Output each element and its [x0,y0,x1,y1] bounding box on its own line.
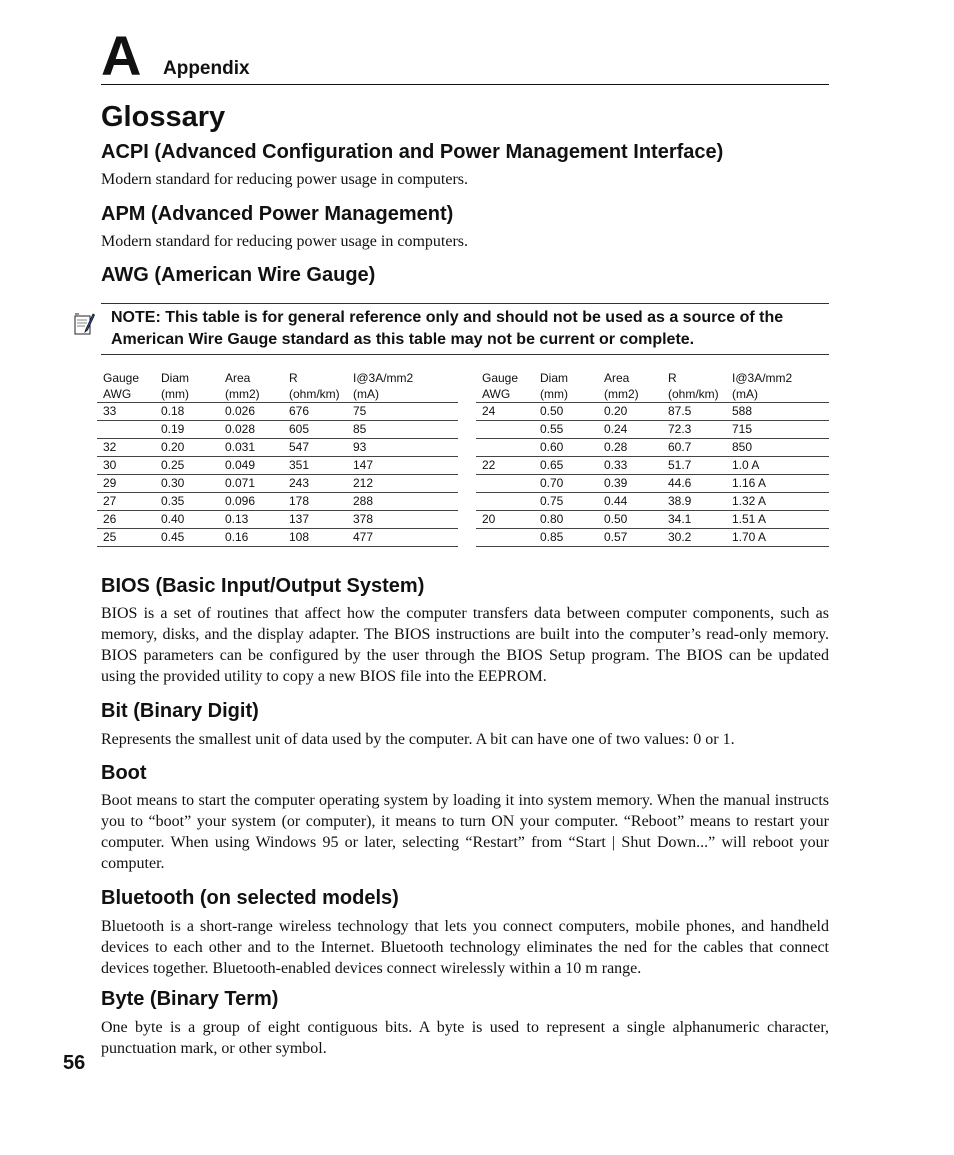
note-box [101,303,829,355]
column-header-line2: (mm) [161,387,189,401]
table-cell [476,493,534,511]
table-cell: 24 [476,403,534,421]
table-cell: 0.30 [155,475,219,493]
column-header-line1: I@3A/mm2 [732,371,793,385]
table-row [97,439,458,457]
table-row [476,475,829,493]
table-row [97,475,458,493]
table-row [476,421,829,439]
column-header-line1: Area [225,371,251,385]
table-cell: 85 [347,421,458,439]
table-cell: 0.25 [155,457,219,475]
table-cell: 0.20 [598,403,662,421]
note-text: NOTE: This table is for general reference only and should not be used as a source of the American Wire Gauge standard as this table may not be current or complete. [111,309,784,348]
column-header-line1: I@3A/mm2 [353,371,414,385]
definition-acpi: Modern standard for reducing power usage in computers. [101,171,468,188]
column-header-line2: (mm) [540,387,568,401]
table-header-row [476,368,829,403]
table-header-row [97,368,458,403]
table-cell: 25 [97,529,155,547]
awg-table-left [97,368,458,547]
table-cell: 0.40 [155,511,219,529]
table-cell: 0.026 [219,403,283,421]
table-cell [476,439,534,457]
term-bios: BIOS (Basic Input/Output System) [101,575,425,597]
table-row [97,493,458,511]
table-cell: 0.65 [534,457,598,475]
table-cell: 30 [97,457,155,475]
table-cell [476,475,534,493]
table-cell: 0.39 [598,475,662,493]
definition-byte: One byte is a group of eight contiguous bits. A byte is used to represent a single alphanumeric character, punctuation mark, or other symbol. [101,1019,829,1057]
term-awg: AWG (American Wire Gauge) [101,264,376,286]
table-cell: 0.55 [534,421,598,439]
column-header-line1: R [668,371,677,385]
column-header [155,368,219,403]
table-cell: 1.70 A [726,529,829,547]
header-rule [101,84,829,85]
table-cell: 0.16 [219,529,283,547]
table-cell: 1.16 A [726,475,829,493]
term-bluetooth: Bluetooth (on selected models) [101,887,399,909]
column-header [726,368,829,403]
table-cell: 547 [283,439,347,457]
page-title: Glossary [101,101,226,133]
column-header [534,368,598,403]
table-row [97,403,458,421]
column-header-line1: R [289,371,298,385]
table-cell: 351 [283,457,347,475]
column-header [347,368,458,403]
definition-bluetooth: Bluetooth is a short-range wireless technology that lets you connect computers, mobile phones, and handheld devices to each other and to the Internet. Bluetooth technology eliminates the ned for the cables that connect devices together. Bluetooth-enabled devices connect wirelessly within a 10 m range. [101,918,829,977]
table-cell: 178 [283,493,347,511]
column-header-line2: (mA) [732,387,758,401]
table-cell: 38.9 [662,493,726,511]
table-cell: 1.51 A [726,511,829,529]
note-pencil-icon [73,311,97,337]
definition-bios: BIOS is a set of routines that affect how the computer transfers data between computer components, such as memory, disks, and the display adapter. The BIOS instructions are built into the computer’s read-only memory. BIOS parameters can be configured by the user through the BIOS Setup program. The BIOS can be updated using the provided utility to copy a new BIOS file into the EEPROM. [101,605,829,685]
table-cell: 605 [283,421,347,439]
table-cell: 0.071 [219,475,283,493]
table-cell: 108 [283,529,347,547]
table-cell: 0.35 [155,493,219,511]
page-number: 56 [63,1052,86,1074]
table-row [476,439,829,457]
column-header-line1: Gauge [482,371,519,385]
definition-apm: Modern standard for reducing power usage in computers. [101,233,468,250]
table-row [97,529,458,547]
column-header-line1: Diam [540,371,569,385]
term-boot: Boot [101,762,147,784]
table-cell: 26 [97,511,155,529]
column-header [283,368,347,403]
table-cell: 0.031 [219,439,283,457]
column-header-line2: (ohm/km) [668,387,719,401]
column-header [476,368,534,403]
table-cell: 29 [97,475,155,493]
column-header [219,368,283,403]
table-cell: 0.60 [534,439,598,457]
table-cell: 75 [347,403,458,421]
table-cell: 243 [283,475,347,493]
table-cell: 0.57 [598,529,662,547]
table-cell: 1.0 A [726,457,829,475]
table-cell: 715 [726,421,829,439]
table-cell: 30.2 [662,529,726,547]
table-row [476,457,829,475]
table-cell: 93 [347,439,458,457]
column-header [598,368,662,403]
column-header-line2: AWG [482,387,511,401]
table-cell: 0.18 [155,403,219,421]
table-cell: 22 [476,457,534,475]
table-cell: 0.50 [598,511,662,529]
table-cell: 0.50 [534,403,598,421]
table-cell: 34.1 [662,511,726,529]
chapter-name: Appendix [163,58,250,79]
column-header-line2: (mm2) [225,387,260,401]
table-cell: 0.20 [155,439,219,457]
table-cell: 0.24 [598,421,662,439]
table-cell: 0.85 [534,529,598,547]
table-cell: 147 [347,457,458,475]
table-cell [476,421,534,439]
table-cell [97,421,155,439]
term-acpi: ACPI (Advanced Configuration and Power Management Interface) [101,141,724,163]
table-cell: 588 [726,403,829,421]
table-row [97,457,458,475]
table-cell: 477 [347,529,458,547]
table-cell: 60.7 [662,439,726,457]
definition-boot: Boot means to start the computer operating system by loading it into system memory. When the manual instructs you to “boot” your system (or computer), it means to turn ON your computer. “Reboot” means to restart your computer. When using Windows 95 or later, selecting “Restart” from “Start | Shut Down...” will reboot your computer. [101,792,829,872]
table-cell: 32 [97,439,155,457]
table-cell: 0.049 [219,457,283,475]
table-cell: 51.7 [662,457,726,475]
table-cell: 676 [283,403,347,421]
column-header-line1: Gauge [103,371,140,385]
column-header-line2: (mA) [353,387,379,401]
table-cell: 0.75 [534,493,598,511]
table-cell: 137 [283,511,347,529]
column-header [662,368,726,403]
column-header-line2: (mm2) [604,387,639,401]
column-header-line1: Area [604,371,630,385]
table-cell: 0.28 [598,439,662,457]
table-cell: 288 [347,493,458,511]
table-row [476,511,829,529]
table-row [476,493,829,511]
table-cell: 0.028 [219,421,283,439]
column-header [97,368,155,403]
table-cell: 0.80 [534,511,598,529]
table-cell: 1.32 A [726,493,829,511]
column-header-line2: (ohm/km) [289,387,340,401]
awg-table-right [476,368,829,547]
table-row [476,403,829,421]
table-cell: 0.19 [155,421,219,439]
table-cell: 0.13 [219,511,283,529]
table-cell: 72.3 [662,421,726,439]
definition-bit: Represents the smallest unit of data used by the computer. A bit can have one of two values: 0 or 1. [101,731,735,748]
column-header-line1: Diam [161,371,190,385]
table-cell: 212 [347,475,458,493]
term-apm: APM (Advanced Power Management) [101,203,454,225]
term-byte: Byte (Binary Term) [101,988,279,1010]
table-cell: 0.096 [219,493,283,511]
table-row [97,421,458,439]
table-cell: 27 [97,493,155,511]
table-cell: 33 [97,403,155,421]
table-cell: 0.44 [598,493,662,511]
table-cell: 0.70 [534,475,598,493]
table-cell: 44.6 [662,475,726,493]
table-row [97,511,458,529]
table-cell [476,529,534,547]
table-cell: 87.5 [662,403,726,421]
table-cell: 0.45 [155,529,219,547]
table-cell: 20 [476,511,534,529]
table-cell: 378 [347,511,458,529]
term-bit: Bit (Binary Digit) [101,700,259,722]
table-cell: 0.33 [598,457,662,475]
table-cell: 850 [726,439,829,457]
column-header-line2: AWG [103,387,132,401]
chapter-letter: A [101,24,142,87]
table-row [476,529,829,547]
